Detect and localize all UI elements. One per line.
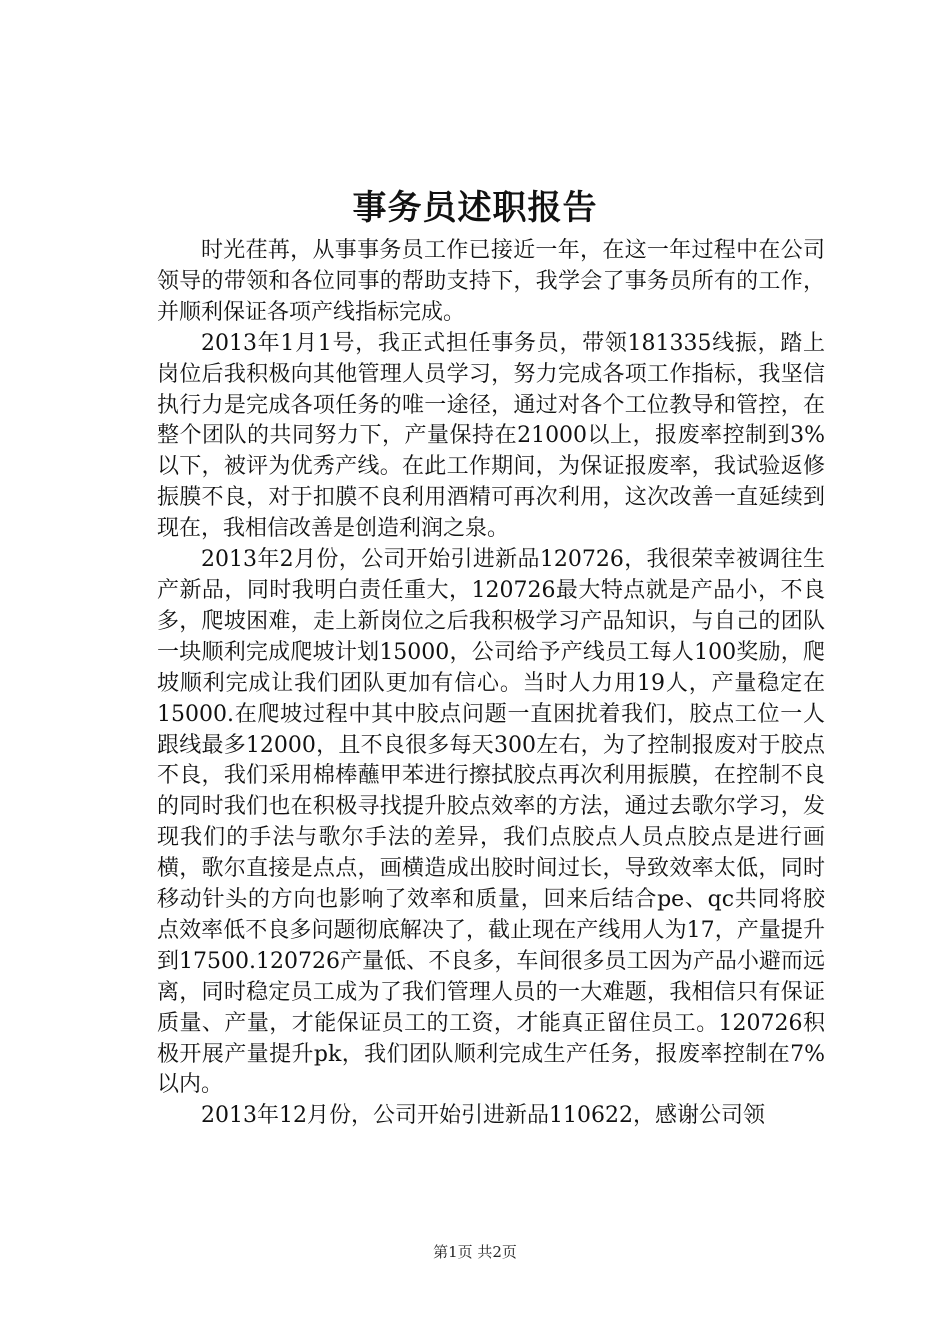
page-footer: 第1页 共2页 xyxy=(433,1243,517,1261)
paragraph-2: 2013年1月1号，我正式担任事务员，带领181335线振，踏上岗位后我积极向其他管理人员学习，努力完成各项工作指标，我坚信执行力是完成各项任务的唯一途径，通过对各个工位教导和管控，在整个团队的共同努力下，产量保持在21000以上，报废率控制到3%以下，被评为优秀产线。在此工作期间，为保证报废率，我试验返修振膜不良，对于扣膜不良利用酒精可再次利用，这次改善一直延续到现在，我相信改善是创造利润之泉。 xyxy=(157,330,825,542)
paragraph-1: 时光荏苒，从事事务员工作已接近一年，在这一年过程中在公司领导的带领和各位同事的帮助支持下，我学会了事务员所有的工作，并顺利保证各项产线指标完成。 xyxy=(157,238,825,325)
paragraph-3: 2013年2月份，公司开始引进新品120726，我很荣幸被调往生产新品，同时我明白责任重大，120726最大特点就是产品小，不良多，爬坡困难，走上新岗位之后我积极学习产品知识，与自己的团队一块顺利完成爬坡计划15000，公司给予产线员工每人100奖励，爬坡顺利完成让我们团队更加有信心。当时人力用19人，产量稳定在15000.在爬坡过程中其中胶点问题一直困扰着我们，胶点工位一人跟线最多12000，且不良很多每天300左右，为了控制报废对于胶点不良，我们采用棉棒蘸甲苯进行擦拭胶点再次利用振膜，在控制不良的同时我们也在积极寻找提升胶点效率的方法，通过去歌尔学习，发现我们的手法与歌尔手法的差异，我们点胶点人员点胶点是进行画横，歌尔直接是点点，画横造成出胶时间过长，导致效率太低，同时移动针头的方向也影响了效率和质量，回来后结合pe、qc共同将胶点效率低不良多问题彻底解决了，截止现在产线用人为17，产量提升到17500.120726产量低、不良多，车间很多员工因为产品小避而远离，同时稳定员工成为了我们管理人员的一大难题，我相信只有保证质量、产量，才能保证员工的工资，才能真正留住员工。120726积极开展产量提升pk，我们团队顺利完成生产任务，报废率控制在7%以内。 xyxy=(157,547,826,1098)
document-title: 事务员述职报告 xyxy=(352,188,598,228)
document-body xyxy=(157,236,825,1132)
paragraph-4: 2013年12月份，公司开始引进新品110622，感谢公司领 xyxy=(201,1103,765,1129)
